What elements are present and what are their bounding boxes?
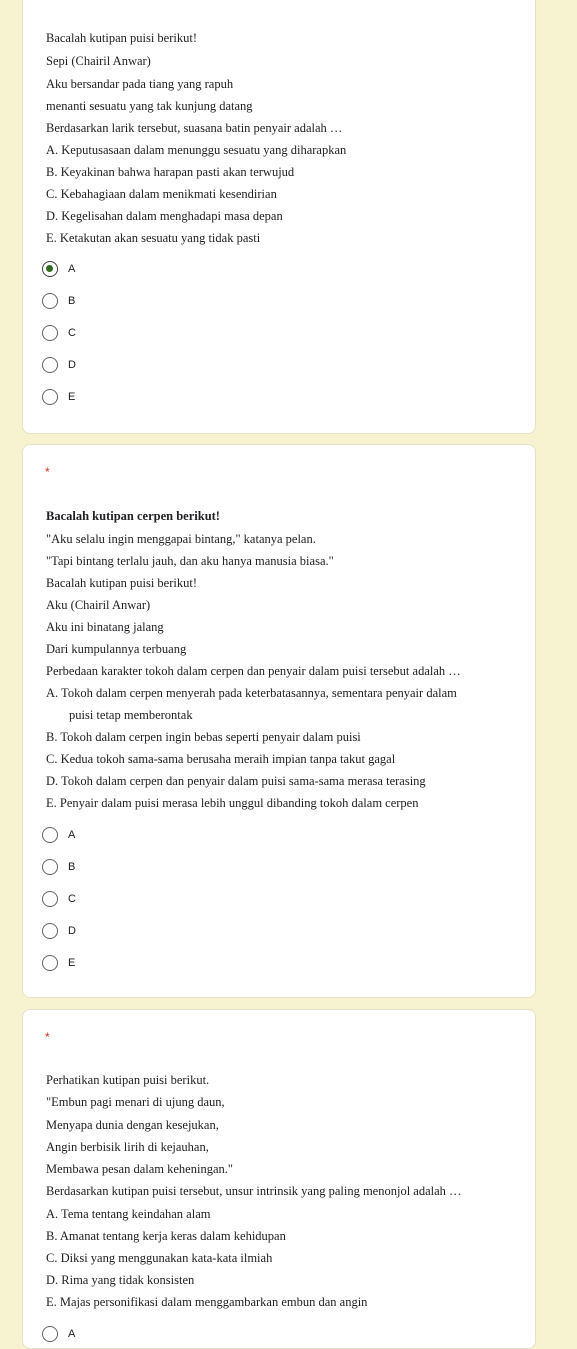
required-asterisk: *	[45, 1030, 50, 1044]
radio-option-b[interactable]	[42, 291, 75, 311]
question-text-line: Bacalah kutipan puisi berikut!	[46, 31, 198, 45]
radio-option-label: B	[68, 861, 76, 873]
question-text-line: menanti sesuatu yang tak kunjung datang	[46, 99, 253, 113]
radio-option-label: E	[68, 391, 76, 403]
radio-icon[interactable]	[42, 293, 58, 309]
radio-option-label: D	[68, 925, 76, 937]
radio-icon[interactable]	[42, 827, 58, 843]
radio-option-c[interactable]	[42, 889, 76, 909]
question-card-2	[22, 444, 536, 998]
radio-icon[interactable]	[42, 357, 58, 373]
question-text-line: "Embun pagi menari di ujung daun,	[46, 1095, 225, 1109]
radio-option-a[interactable]	[42, 259, 75, 279]
question-text-line: D. Tokoh dalam cerpen dan penyair dalam puisi sama-sama merasa terasing	[46, 774, 426, 788]
question-text-line: Menyapa dunia dengan kesejukan,	[46, 1118, 219, 1132]
question-text-line: D. Rima yang tidak konsisten	[46, 1273, 195, 1287]
radio-icon[interactable]	[42, 1326, 58, 1342]
question-text-line: Berdasarkan larik tersebut, suasana batin penyair adalah …	[46, 121, 343, 135]
radio-option-d[interactable]	[42, 355, 76, 375]
question-text-line: C. Kebahagiaan dalam menikmati kesendirian	[46, 187, 277, 201]
radio-icon[interactable]	[42, 859, 58, 875]
question-card-3	[22, 1009, 536, 1349]
question-text-line: Bacalah kutipan puisi berikut!	[46, 576, 198, 590]
question-text-line: Membawa pesan dalam keheningan."	[46, 1162, 233, 1176]
question-text-line: E. Majas personifikasi dalam menggambarkan embun dan angin	[46, 1295, 368, 1309]
question-text-line: Dari kumpulannya terbuang	[46, 642, 187, 656]
radio-icon[interactable]	[42, 325, 58, 341]
question-text-line: C. Diksi yang menggunakan kata-kata ilmiah	[46, 1251, 273, 1265]
radio-icon[interactable]	[42, 891, 58, 907]
radio-option-e[interactable]	[42, 953, 75, 973]
question-text-line: C. Kedua tokoh sama-sama berusaha meraih impian tanpa takut gagal	[46, 752, 396, 766]
radio-option-e[interactable]	[42, 387, 75, 407]
question-text-line: Aku ini binatang jalang	[46, 620, 164, 634]
question-text-line: E. Penyair dalam puisi merasa lebih unggul dibanding tokoh dalam cerpen	[46, 796, 419, 810]
question-card-1	[22, 0, 536, 434]
radio-option-b[interactable]	[42, 857, 75, 877]
radio-option-label: C	[68, 327, 76, 339]
question-text-line: Aku (Chairil Anwar)	[46, 598, 151, 612]
question-text-line: Berdasarkan kutipan puisi tersebut, unsur intrinsik yang paling menonjol adalah …	[46, 1184, 462, 1198]
question-text-line: B. Amanat tentang kerja keras dalam kehidupan	[46, 1229, 286, 1243]
radio-checked-icon[interactable]	[42, 261, 58, 277]
question-text-line: B. Tokoh dalam cerpen ingin bebas seperti penyair dalam puisi	[46, 730, 361, 744]
radio-icon[interactable]	[42, 923, 58, 939]
radio-option-label: B	[68, 295, 76, 307]
required-asterisk: *	[45, 465, 50, 479]
radio-option-label: E	[68, 957, 76, 969]
radio-option-label: A	[68, 1328, 76, 1340]
radio-icon[interactable]	[42, 955, 58, 971]
radio-option-a[interactable]	[42, 1324, 75, 1344]
radio-option-label: A	[68, 829, 76, 841]
question-text-line: A. Keputusasaan dalam menunggu sesuatu yang diharapkan	[46, 143, 347, 157]
question-text-line: Angin berbisik lirih di kejauhan,	[46, 1140, 209, 1154]
question-title: Bacalah kutipan cerpen berikut!	[46, 509, 220, 523]
question-text-line: "Aku selalu ingin menggapai bintang," katanya pelan.	[46, 532, 316, 546]
question-text-line: puisi tetap memberontak	[69, 708, 193, 722]
question-text-line: A. Tokoh dalam cerpen menyerah pada keterbatasannya, sementara penyair dalam	[46, 686, 457, 700]
question-text-line: Perbedaan karakter tokoh dalam cerpen dan penyair dalam puisi tersebut adalah …	[46, 664, 461, 678]
radio-option-label: D	[68, 359, 76, 371]
question-text-line: Sepi (Chairil Anwar)	[46, 54, 151, 68]
question-text-line: E. Ketakutan akan sesuatu yang tidak pasti	[46, 231, 261, 245]
radio-option-a[interactable]	[42, 825, 75, 845]
radio-option-label: A	[68, 263, 76, 275]
question-text-line: D. Kegelisahan dalam menghadapi masa depan	[46, 209, 283, 223]
radio-option-label: C	[68, 893, 76, 905]
radio-option-d[interactable]	[42, 921, 76, 941]
radio-icon[interactable]	[42, 389, 58, 405]
question-text-line: A. Tema tentang keindahan alam	[46, 1207, 211, 1221]
question-text-line: "Tapi bintang terlalu jauh, dan aku hanya manusia biasa."	[46, 554, 334, 568]
question-text-line: Perhatikan kutipan puisi berikut.	[46, 1073, 210, 1087]
radio-option-c[interactable]	[42, 323, 76, 343]
question-text-line: Aku bersandar pada tiang yang rapuh	[46, 77, 234, 91]
question-text-line: B. Keyakinan bahwa harapan pasti akan terwujud	[46, 165, 295, 179]
